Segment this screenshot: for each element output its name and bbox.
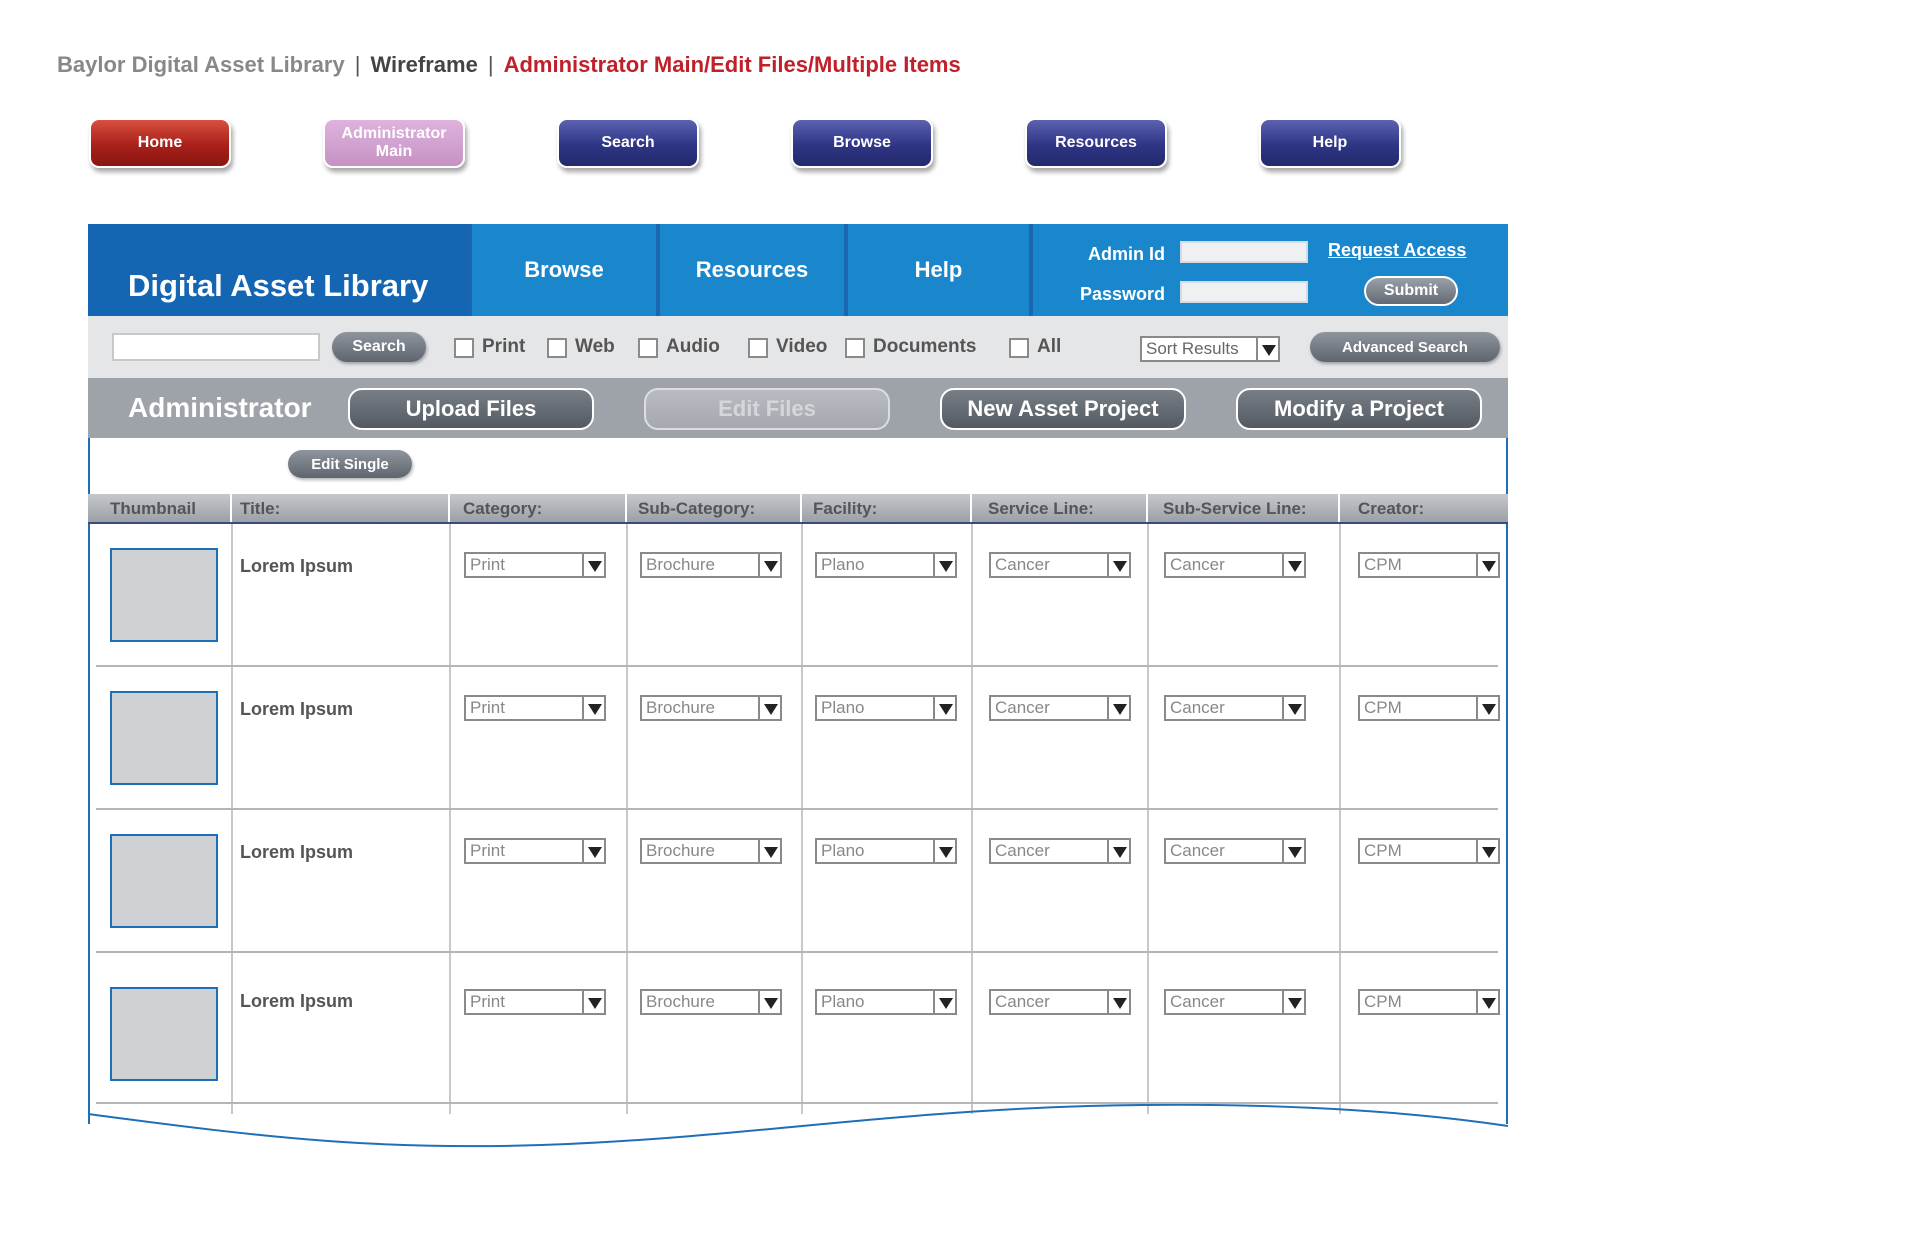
filter-audio-checkbox[interactable]: [638, 338, 658, 358]
filter-video-label: Video: [776, 336, 828, 357]
table-row: [88, 524, 1508, 667]
filter-all-checkbox[interactable]: [1009, 338, 1029, 358]
chevron-down-icon: [1107, 840, 1129, 862]
header-creator: Creator:: [1358, 499, 1425, 518]
category-value: Print: [470, 992, 505, 1011]
tab-browse[interactable]: Browse: [472, 224, 656, 316]
creator-select[interactable]: [1358, 552, 1500, 578]
breadcrumb: [57, 52, 961, 78]
creator-value: CPM: [1364, 992, 1402, 1011]
filter-video-checkbox[interactable]: [748, 338, 768, 358]
chevron-down-icon: [1476, 840, 1498, 862]
category-select[interactable]: [464, 989, 606, 1015]
table-row: [88, 953, 1508, 1104]
chevron-down-icon: [933, 840, 955, 862]
subcategory-select[interactable]: [640, 838, 782, 864]
facility-value: Plano: [821, 555, 865, 574]
category-select[interactable]: [464, 552, 606, 578]
creator-select[interactable]: [1358, 838, 1500, 864]
sort-results-select[interactable]: [1140, 336, 1280, 362]
chevron-down-icon: [758, 991, 780, 1013]
admin-id-label: Admin Id: [1088, 244, 1165, 264]
category-select[interactable]: [464, 695, 606, 721]
library-title: Digital Asset Library: [88, 224, 468, 316]
sub-service-line-value: Cancer: [1170, 698, 1225, 717]
header-service-line: Service Line:: [988, 499, 1094, 518]
header-category: Category:: [463, 499, 543, 518]
header-title: Title:: [240, 499, 281, 518]
chevron-down-icon: [1107, 554, 1129, 576]
creator-select[interactable]: [1358, 989, 1500, 1015]
administrator-title: Administrator: [128, 392, 312, 423]
facility-select[interactable]: [815, 695, 957, 721]
category-value: Print: [470, 841, 505, 860]
asset-table: [88, 524, 1508, 1124]
facility-value: Plano: [821, 698, 865, 717]
breadcrumb-current-page: Administrator Main/Edit Files/Multiple Items: [503, 52, 961, 77]
new-asset-project-button[interactable]: New Asset Project: [940, 388, 1186, 430]
sub-service-line-value: Cancer: [1170, 992, 1225, 1011]
library-header: [88, 224, 1508, 316]
header-facility: Facility:: [813, 499, 878, 518]
search-nav-button[interactable]: Search: [557, 118, 699, 168]
facility-select[interactable]: [815, 552, 957, 578]
resources-nav-button[interactable]: Resources: [1025, 118, 1167, 168]
submit-button[interactable]: Submit: [1364, 276, 1458, 306]
chevron-down-icon: [933, 991, 955, 1013]
upload-files-button[interactable]: Upload Files: [348, 388, 594, 430]
chevron-down-icon: [1476, 991, 1498, 1013]
creator-value: CPM: [1364, 698, 1402, 717]
tab-resources[interactable]: Resources: [660, 224, 844, 316]
filter-documents-checkbox[interactable]: [845, 338, 865, 358]
administrator-main-button[interactable]: Administrator Main: [323, 118, 465, 168]
subcategory-value: Brochure: [646, 992, 715, 1011]
filter-print-checkbox[interactable]: [454, 338, 474, 358]
header-subcategory: Sub-Category:: [638, 499, 756, 518]
subcategory-value: Brochure: [646, 698, 715, 717]
filter-audio-label: Audio: [666, 336, 720, 357]
chevron-down-icon: [1282, 991, 1304, 1013]
row-title: Lorem Ipsum: [240, 699, 354, 719]
sub-service-line-select[interactable]: [1164, 989, 1306, 1015]
chevron-down-icon: [582, 554, 604, 576]
sub-service-line-select[interactable]: [1164, 552, 1306, 578]
filter-print-label: Print: [482, 336, 526, 357]
header-divider: [625, 494, 627, 522]
thumbnail-placeholder[interactable]: [110, 548, 218, 642]
tab-help[interactable]: Help: [848, 224, 1029, 316]
chevron-down-icon: [582, 697, 604, 719]
chevron-down-icon: [758, 554, 780, 576]
facility-value: Plano: [821, 841, 865, 860]
table-row: [88, 667, 1508, 810]
creator-value: CPM: [1364, 555, 1402, 574]
sort-results-label: Sort Results: [1146, 339, 1239, 358]
category-value: Print: [470, 555, 505, 574]
chevron-down-icon: [1107, 991, 1129, 1013]
thumbnail-placeholder[interactable]: [110, 691, 218, 785]
creator-select[interactable]: [1358, 695, 1500, 721]
chevron-down-icon: [758, 840, 780, 862]
sub-service-line-select[interactable]: [1164, 838, 1306, 864]
chevron-down-icon: [582, 991, 604, 1013]
chevron-down-icon: [1107, 697, 1129, 719]
service-line-select[interactable]: [989, 838, 1131, 864]
filter-web-label: Web: [575, 336, 615, 357]
chevron-down-icon: [933, 697, 955, 719]
top-navigation: [0, 118, 1920, 178]
header-divider: [1146, 494, 1148, 522]
sub-service-line-value: Cancer: [1170, 555, 1225, 574]
category-select[interactable]: [464, 838, 606, 864]
facility-value: Plano: [821, 992, 865, 1011]
filter-all-label: All: [1037, 336, 1062, 357]
breadcrumb-wireframe: Wireframe: [370, 52, 478, 77]
help-nav-button[interactable]: Help: [1259, 118, 1401, 168]
password-label: Password: [1080, 284, 1166, 304]
creator-value: CPM: [1364, 841, 1402, 860]
breadcrumb-site: Baylor Digital Asset Library: [57, 52, 345, 77]
header-divider: [1338, 494, 1340, 522]
sub-service-line-select[interactable]: [1164, 695, 1306, 721]
subcategory-select[interactable]: [640, 695, 782, 721]
breadcrumb-separator: |: [487, 52, 494, 77]
chevron-down-icon: [1282, 840, 1304, 862]
thumbnail-placeholder[interactable]: [110, 987, 218, 1081]
header-divider: [800, 494, 802, 522]
request-access-link[interactable]: Request Access: [1328, 240, 1467, 260]
service-line-value: Cancer: [995, 555, 1050, 574]
administrator-bar: [88, 378, 1508, 438]
advanced-search-button[interactable]: Advanced Search: [1310, 332, 1500, 362]
chevron-down-icon: [582, 840, 604, 862]
header-divider: [448, 494, 450, 522]
subcategory-select[interactable]: [640, 989, 782, 1015]
row-title: Lorem Ipsum: [240, 991, 354, 1011]
row-title: Lorem Ipsum: [240, 556, 354, 576]
table-header: [88, 494, 1508, 524]
header-divider: [970, 494, 972, 522]
facility-select[interactable]: [815, 838, 957, 864]
search-button[interactable]: Search: [332, 332, 426, 362]
filter-documents-label: Documents: [873, 336, 977, 357]
torn-edge-wave: [88, 1104, 1508, 1148]
service-line-select[interactable]: [989, 695, 1131, 721]
table-row: [88, 810, 1508, 953]
subcategory-select[interactable]: [640, 552, 782, 578]
subcategory-value: Brochure: [646, 841, 715, 860]
category-value: Print: [470, 698, 505, 717]
filter-web-checkbox[interactable]: [547, 338, 567, 358]
password-input[interactable]: [1180, 281, 1308, 303]
header-sub-service-line: Sub-Service Line:: [1163, 499, 1307, 518]
modify-project-button[interactable]: Modify a Project: [1236, 388, 1482, 430]
chevron-down-icon: [933, 554, 955, 576]
header-thumbnail: Thumbnail: [110, 499, 196, 518]
facility-select[interactable]: [815, 989, 957, 1015]
service-line-value: Cancer: [995, 841, 1050, 860]
edit-single-button[interactable]: Edit Single: [288, 450, 412, 478]
sub-service-line-value: Cancer: [1170, 841, 1225, 860]
service-line-select[interactable]: [989, 552, 1131, 578]
home-button[interactable]: Home: [89, 118, 231, 168]
admin-id-input[interactable]: [1180, 241, 1308, 263]
service-line-value: Cancer: [995, 992, 1050, 1011]
breadcrumb-separator: |: [354, 52, 361, 77]
search-input[interactable]: [112, 333, 320, 361]
chevron-down-icon: [1282, 697, 1304, 719]
chevron-down-icon: [1476, 554, 1498, 576]
search-bar: [88, 316, 1508, 378]
chevron-down-icon: [1476, 697, 1498, 719]
thumbnail-placeholder[interactable]: [110, 834, 218, 928]
row-title: Lorem Ipsum: [240, 842, 354, 862]
chevron-down-icon: [758, 697, 780, 719]
edit-files-button: Edit Files: [644, 388, 890, 430]
chevron-down-icon: [1282, 554, 1304, 576]
browse-nav-button[interactable]: Browse: [791, 118, 933, 168]
header-divider: [230, 494, 232, 522]
service-line-value: Cancer: [995, 698, 1050, 717]
service-line-select[interactable]: [989, 989, 1131, 1015]
library-frame: [88, 224, 1508, 1148]
chevron-down-icon: [1256, 338, 1278, 360]
subcategory-value: Brochure: [646, 555, 715, 574]
